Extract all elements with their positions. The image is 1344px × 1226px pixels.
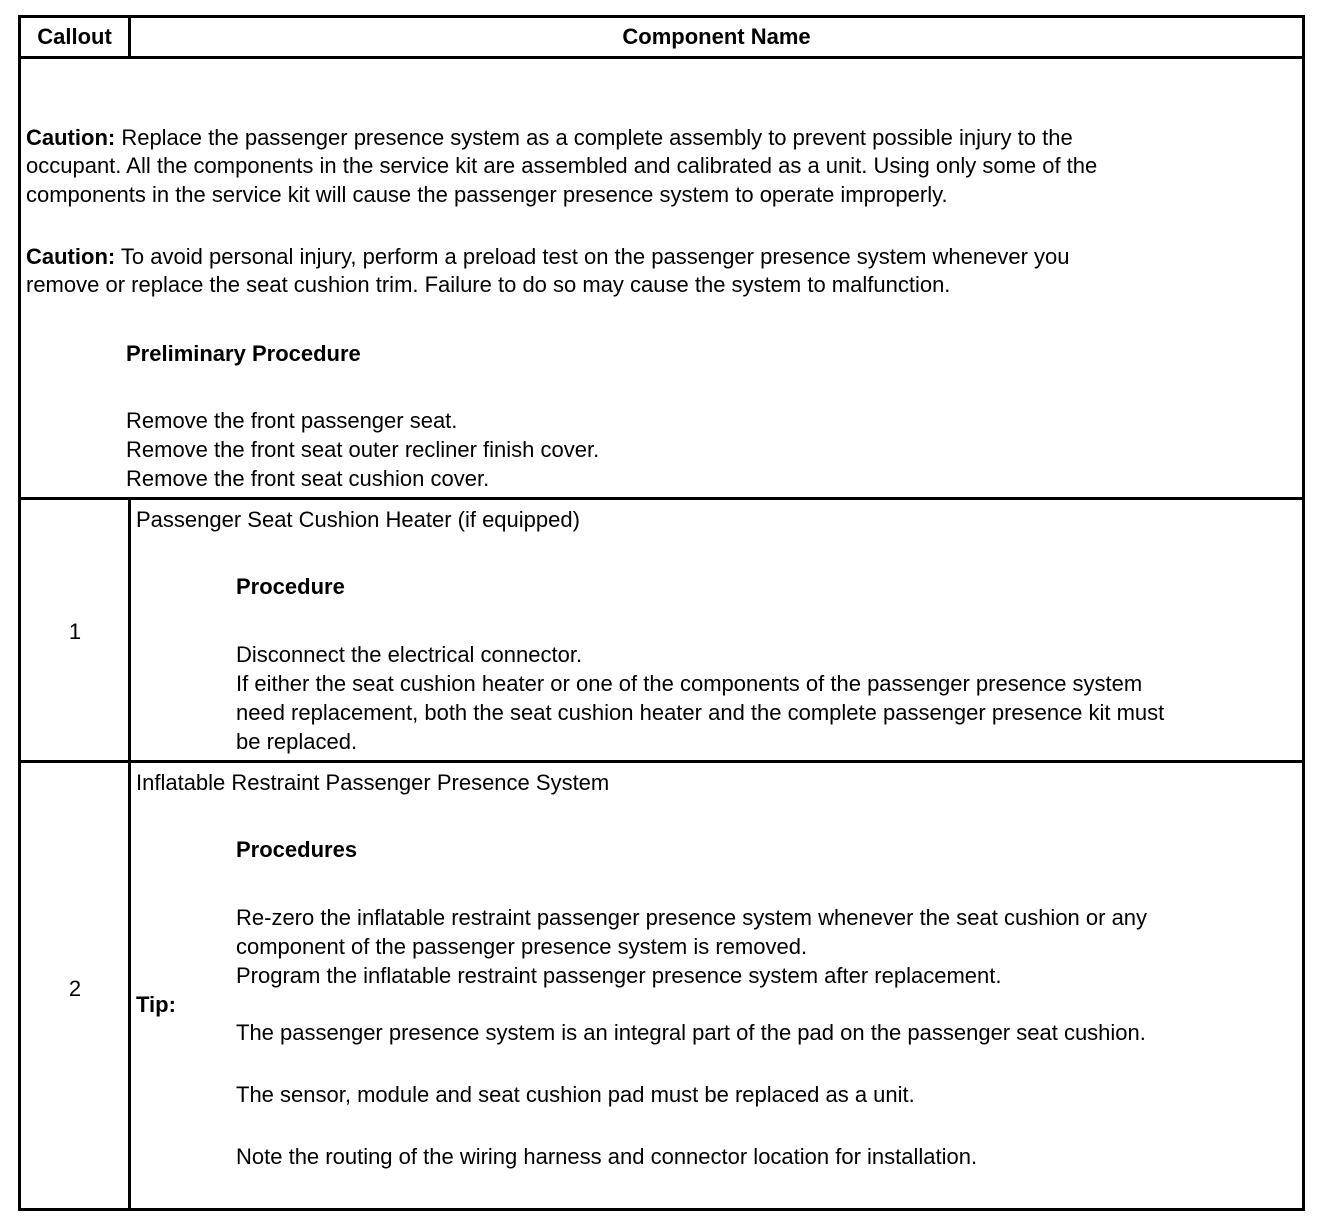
tip-label: Tip: [136, 992, 176, 1017]
component-name: Inflatable Restraint Passenger Presence System [136, 770, 610, 795]
header-component-name: Component Name [622, 24, 811, 49]
procedure-step: need replacement, both the seat cushion heater and the complete passenger presence kit must [236, 700, 1165, 725]
component-table [18, 15, 1305, 1211]
header-divider [21, 56, 1302, 59]
caution-line: Caution: To avoid personal injury, perform a preload test on the passenger presence system whenever you [26, 244, 1070, 269]
procedure-step: component of the passenger presence system is removed. [236, 934, 808, 959]
row-divider [21, 760, 1302, 763]
procedure-step: If either the seat cushion heater or one of the components of the passenger presence system [236, 671, 1143, 696]
component-name: Passenger Seat Cushion Heater (if equipped) [136, 507, 580, 532]
caution-line: remove or replace the seat cushion trim. Failure to do so may cause the system to malfunction. [26, 272, 951, 297]
tip-text: The sensor, module and seat cushion pad must be replaced as a unit. [236, 1082, 915, 1107]
callout-number: 2 [68, 976, 82, 1001]
procedure-step: Re-zero the inflatable restraint passenger presence system whenever the seat cushion or any [236, 905, 1148, 930]
caution-line: components in the service kit will cause the passenger presence system to operate improperly. [26, 182, 948, 207]
preliminary-step: Remove the front passenger seat. [126, 408, 458, 433]
procedure-title: Procedures [236, 837, 358, 862]
preliminary-step: Remove the front seat cushion cover. [126, 466, 490, 491]
tip-text: The passenger presence system is an integral part of the pad on the passenger seat cushion. [236, 1020, 1146, 1045]
procedure-title: Procedure [236, 574, 345, 599]
caution-line: Caution: Replace the passenger presence system as a complete assembly to prevent possible injury to the [26, 125, 1073, 150]
callout-number: 1 [68, 619, 82, 644]
caution-label: Caution: [26, 125, 116, 150]
tip-text: Note the routing of the wiring harness and connector location for installation. [236, 1144, 978, 1169]
header-callout: Callout [37, 24, 112, 49]
procedure-step: Program the inflatable restraint passenger presence system after replacement. [236, 963, 1002, 988]
procedure-step: be replaced. [236, 729, 358, 754]
caution-line: occupant. All the components in the service kit are assembled and calibrated as a unit. Using only some of the [26, 153, 1098, 178]
column-divider [128, 497, 131, 1208]
caution-label: Caution: [26, 244, 116, 269]
preliminary-step: Remove the front seat outer recliner finish cover. [126, 437, 600, 462]
preliminary-procedure-title: Preliminary Procedure [126, 341, 361, 366]
row-divider [21, 497, 1302, 500]
procedure-step: Disconnect the electrical connector. [236, 642, 583, 667]
